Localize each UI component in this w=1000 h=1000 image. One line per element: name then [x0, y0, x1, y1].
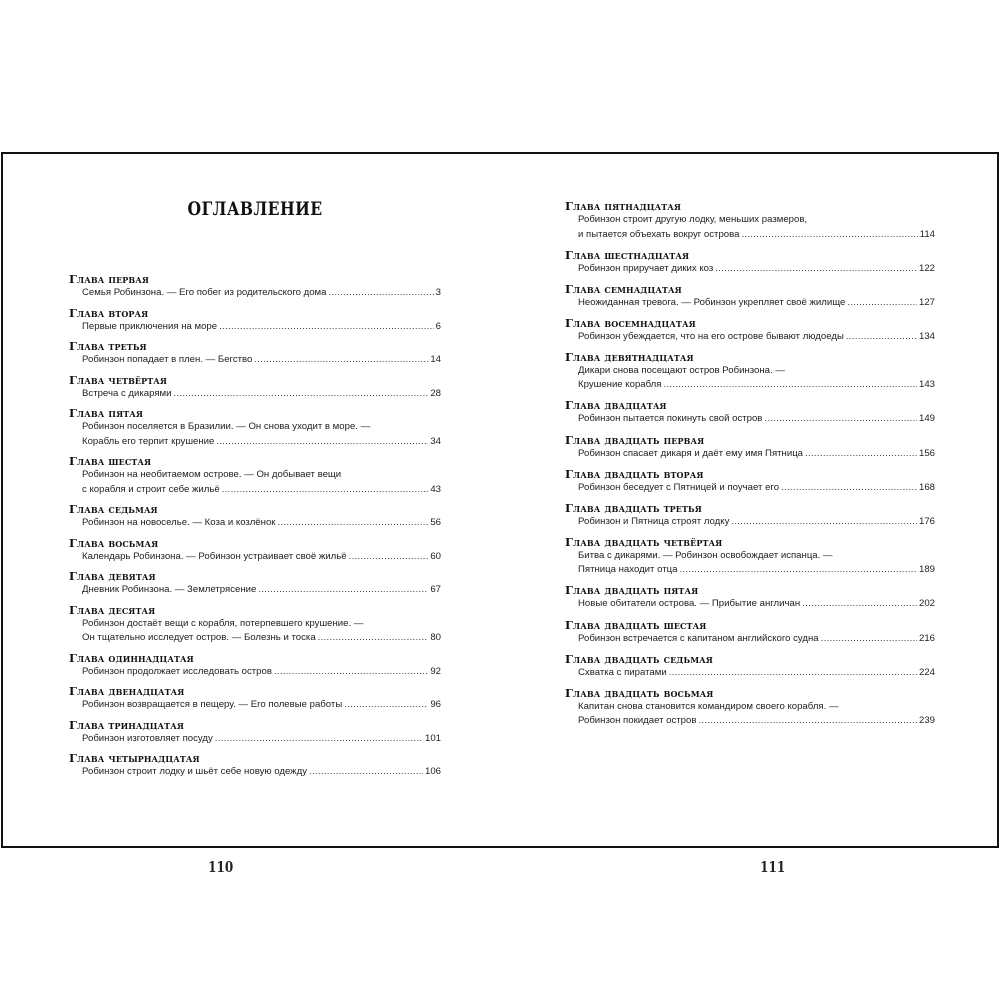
chapter-heading: Глава девятая — [69, 569, 156, 583]
chapter-heading: Глава двадцать седьмая — [565, 651, 713, 666]
toc-entry — [565, 535, 935, 578]
chapter-description — [565, 549, 935, 578]
description-line: Робинзон беседует с Пятницей и поучает его — [578, 481, 780, 493]
description-last-line — [578, 515, 935, 530]
chapter-description — [69, 353, 441, 368]
chapter-description — [69, 468, 441, 497]
toc-entry — [565, 652, 935, 681]
chapter-description — [69, 732, 441, 747]
chapter-heading: Глава восемнадцатая — [565, 315, 696, 330]
chapter-heading: Глава девятнадцатая — [565, 349, 694, 364]
chapter-page-number: 101 — [424, 732, 441, 744]
chapter-description — [565, 666, 935, 681]
chapter-heading: Глава первая — [69, 272, 150, 286]
dot-leader — [846, 330, 917, 345]
toc-entry — [69, 751, 441, 780]
chapter-page-number: 34 — [430, 435, 441, 447]
chapter-heading: Глава третья — [69, 339, 147, 353]
chapter-heading: Глава двадцать первая — [565, 432, 705, 447]
chapter-heading: Глава восьмая — [69, 535, 159, 550]
dot-leader — [802, 597, 917, 612]
chapter-heading: Глава шестая — [69, 454, 152, 468]
dot-leader — [764, 412, 917, 427]
chapter-heading: Глава двадцать четвёртая — [565, 534, 723, 549]
toc-entry — [565, 398, 935, 427]
description-line: и пытается объехать вокруг острова — [578, 228, 740, 240]
chapter-page-number: 143 — [918, 379, 935, 391]
dot-leader — [663, 378, 917, 393]
description-last-line — [578, 228, 935, 243]
chapter-description — [565, 700, 935, 729]
chapter-page-number: 127 — [918, 296, 935, 308]
page-number-right: 111 — [760, 858, 786, 876]
chapter-page-number: 224 — [918, 666, 935, 678]
chapter-heading: Глава седьмая — [69, 502, 158, 516]
description-last-line — [82, 387, 441, 402]
chapter-page-number: 176 — [918, 515, 935, 527]
chapter-description — [69, 665, 441, 680]
toc-entry — [565, 248, 935, 277]
chapter-description — [565, 364, 935, 393]
description-last-line — [578, 714, 935, 729]
chapter-description — [69, 320, 441, 335]
description-last-line — [82, 765, 441, 780]
toc-entry — [565, 583, 935, 612]
description-last-line — [82, 550, 441, 565]
dot-leader — [274, 665, 428, 680]
dot-leader — [254, 353, 428, 368]
description-last-line — [578, 447, 935, 462]
description-line: Встреча с дикарями — [82, 387, 172, 399]
dot-leader — [781, 481, 917, 496]
description-line: Робинзон продолжает исследовать остров — [82, 665, 272, 677]
dot-leader — [698, 714, 917, 729]
description-last-line — [82, 516, 441, 531]
chapter-page-number: 60 — [430, 550, 441, 562]
toc-entry — [565, 433, 935, 462]
description-line: Робинзон на новоселье. — Коза и козлёнок — [82, 517, 276, 528]
chapter-description — [565, 447, 935, 462]
dot-leader — [328, 286, 433, 301]
chapter-description — [565, 597, 935, 612]
description-last-line — [82, 320, 441, 335]
dot-leader — [216, 435, 428, 450]
dot-leader — [731, 515, 917, 530]
dot-leader — [679, 563, 917, 578]
description-last-line — [578, 378, 935, 393]
chapter-page-number: 56 — [430, 517, 441, 528]
description-line: Робинзон строит другую лодку, меньших размеров, — [578, 214, 808, 225]
chapter-description — [69, 286, 441, 301]
chapter-description — [69, 516, 441, 531]
chapter-description — [565, 330, 935, 345]
description-line: Семья Робинзона. — Его побег из родительского дома — [82, 287, 327, 298]
chapter-description — [565, 515, 935, 530]
chapter-description — [69, 698, 441, 713]
dot-leader — [821, 632, 917, 647]
chapter-description — [565, 262, 935, 277]
chapter-heading: Глава двадцать шестая — [565, 617, 707, 632]
description-line: Крушение корабля — [578, 379, 662, 391]
description-line: Робинзон встречается с капитаном английского судна — [578, 632, 819, 644]
chapter-page-number: 14 — [430, 354, 441, 365]
dot-leader — [309, 765, 423, 780]
chapter-page-number: 92 — [430, 665, 441, 677]
toc-entry — [565, 686, 935, 729]
description-line: Робинзон и Пятница строят лодку — [578, 515, 730, 527]
description-last-line — [578, 262, 935, 277]
chapter-description — [565, 412, 935, 427]
chapter-page-number: 168 — [918, 481, 935, 493]
chapter-heading: Глава двадцать третья — [565, 500, 702, 515]
chapter-heading: Глава двадцать восьмая — [565, 685, 714, 700]
chapter-page-number: 149 — [918, 413, 935, 425]
description-line: Робинзон изготовляет посуду — [82, 732, 213, 744]
chapter-page-number: 134 — [918, 330, 935, 342]
chapter-heading: Глава десятая — [69, 602, 156, 617]
chapter-heading: Глава тринадцатая — [69, 717, 184, 732]
dot-leader — [741, 228, 917, 243]
chapter-description — [565, 632, 935, 647]
description-last-line — [578, 481, 935, 496]
description-last-line — [578, 296, 935, 311]
description-line: Робинзон на необитаемом острове. — Он добывает вещи — [82, 469, 342, 480]
description-last-line — [82, 286, 441, 301]
description-line: с корабля и строит себе жильё — [82, 483, 220, 495]
description-line: Робинзон приручает диких коз — [578, 262, 714, 274]
description-line: Он тщательно исследует остров. — Болезнь и тоска — [82, 632, 316, 643]
toc-entry — [565, 618, 935, 647]
description-line: Капитан снова становится командиром своего корабля. — — [578, 700, 839, 712]
description-line: Неожиданная тревога. — Робинзон укрепляет своё жилище — [578, 296, 846, 308]
toc-title: ОГЛАВЛЕНИЕ — [187, 198, 323, 220]
chapter-page-number: 216 — [918, 632, 935, 644]
description-line: Робинзон пытается покинуть свой остров — [578, 413, 763, 425]
toc-entry — [69, 502, 441, 531]
dot-leader — [173, 387, 428, 402]
dot-leader — [847, 296, 917, 311]
toc-entry — [69, 569, 441, 598]
description-line: Дикари снова посещают остров Робинзона. — — [578, 364, 785, 376]
chapter-description — [69, 550, 441, 565]
description-line: Робинзон убеждается, что на его острове бывают людоеды — [578, 330, 844, 342]
chapter-page-number: 156 — [918, 447, 935, 459]
toc-entry — [69, 339, 441, 368]
chapter-heading: Глава пятая — [69, 406, 144, 420]
chapter-description — [69, 387, 441, 402]
chapter-page-number: 6 — [435, 320, 441, 332]
description-last-line — [578, 412, 935, 427]
chapter-heading: Глава двадцатая — [565, 398, 667, 413]
description-line: Пятница находит отца — [578, 564, 678, 576]
chapter-page-number: 122 — [918, 262, 935, 274]
description-line: Новые обитатели острова. — Прибытие англичан — [578, 598, 801, 610]
description-last-line — [82, 435, 441, 450]
description-last-line — [82, 631, 441, 646]
toc-list-right — [565, 199, 935, 734]
chapter-page-number: 239 — [918, 715, 935, 727]
description-line: Первые приключения на море — [82, 320, 218, 332]
toc-entry — [565, 467, 935, 496]
chapter-page-number: 80 — [430, 632, 441, 643]
toc-entry — [69, 406, 441, 449]
dot-leader — [215, 732, 423, 747]
chapter-description — [69, 583, 441, 598]
toc-list-left — [69, 272, 441, 785]
chapter-heading: Глава семнадцатая — [565, 281, 682, 296]
chapter-heading: Глава пятнадцатая — [565, 199, 682, 213]
toc-entry — [69, 536, 441, 565]
description-last-line — [578, 563, 935, 578]
chapter-description — [565, 213, 935, 242]
dot-leader — [219, 320, 434, 335]
description-last-line — [82, 583, 441, 598]
description-last-line — [82, 353, 441, 368]
description-line: Дневник Робинзона. — Землетрясение — [82, 584, 257, 595]
dot-leader — [669, 666, 917, 681]
chapter-page-number: 3 — [435, 287, 441, 298]
chapter-page-number: 43 — [430, 483, 441, 495]
toc-entry — [565, 282, 935, 311]
chapter-page-number: 96 — [430, 699, 441, 710]
description-last-line — [82, 665, 441, 680]
description-line: Робинзон покидает остров — [578, 715, 697, 727]
dot-leader — [277, 516, 428, 531]
chapter-page-number: 202 — [918, 598, 935, 610]
description-line: Робинзон достаёт вещи с корабля, потерпевшего крушение. — — [82, 617, 364, 629]
chapter-description — [565, 481, 935, 496]
description-line: Робинзон поселяется в Бразилии. — Он снова уходит в море. — — [82, 421, 371, 432]
dot-leader — [222, 483, 429, 498]
description-line: Схватка с пиратами — [578, 666, 667, 678]
toc-entry — [69, 306, 441, 335]
description-last-line — [82, 483, 441, 498]
description-line: Робинзон попадает в плен. — Бегство — [82, 354, 253, 365]
toc-entry — [69, 373, 441, 402]
chapter-heading: Глава четвёртая — [69, 372, 168, 387]
chapter-heading: Глава вторая — [69, 305, 149, 320]
toc-entry — [69, 603, 441, 646]
toc-entry — [565, 199, 935, 242]
description-line: Календарь Робинзона. — Робинзон устраивает своё жильё — [82, 550, 347, 562]
chapter-heading: Глава двадцать пятая — [565, 583, 699, 598]
toc-entry — [69, 684, 441, 713]
chapter-page-number: 106 — [424, 766, 441, 777]
chapter-page-number: 67 — [430, 584, 441, 595]
chapter-description — [565, 296, 935, 311]
dot-leader — [715, 262, 917, 277]
description-last-line — [578, 666, 935, 681]
page-number-left: 110 — [208, 858, 234, 876]
toc-entry — [565, 316, 935, 345]
toc-entry — [565, 501, 935, 530]
chapter-description — [69, 617, 441, 646]
chapter-heading: Глава шестнадцатая — [565, 247, 690, 262]
toc-entry — [69, 651, 441, 680]
chapter-heading: Глава четырнадцатая — [69, 751, 200, 765]
dot-leader — [805, 447, 917, 462]
dot-leader — [258, 583, 428, 598]
chapter-description — [69, 765, 441, 780]
description-last-line — [82, 698, 441, 713]
chapter-heading: Глава двенадцатая — [69, 684, 185, 698]
toc-entry — [69, 454, 441, 497]
description-line: Робинзон спасает дикаря и даёт ему имя Пятница — [578, 447, 804, 459]
toc-entry — [69, 718, 441, 747]
chapter-description — [69, 420, 441, 449]
chapter-heading: Глава одиннадцатая — [69, 650, 194, 665]
toc-entry — [565, 350, 935, 393]
chapter-page-number: 28 — [430, 387, 441, 399]
dot-leader — [318, 631, 429, 646]
description-line: Робинзон строит лодку и шьёт себе новую одежду — [82, 766, 307, 777]
book-spread-frame — [1, 152, 999, 848]
description-line: Корабль его терпит крушение — [82, 435, 215, 447]
description-last-line — [578, 597, 935, 612]
chapter-page-number: 189 — [918, 564, 935, 576]
chapter-page-number: 114 — [919, 228, 935, 240]
description-last-line — [578, 330, 935, 345]
chapter-heading: Глава двадцать вторая — [565, 466, 704, 481]
description-line: Робинзон возвращается в пещеру. — Его полевые работы — [82, 699, 343, 710]
dot-leader — [349, 550, 429, 565]
description-last-line — [82, 732, 441, 747]
description-last-line — [578, 632, 935, 647]
description-line: Битва с дикарями. — Робинзон освобождает испанца. — — [578, 549, 833, 561]
toc-entry — [69, 272, 441, 301]
dot-leader — [344, 698, 428, 713]
